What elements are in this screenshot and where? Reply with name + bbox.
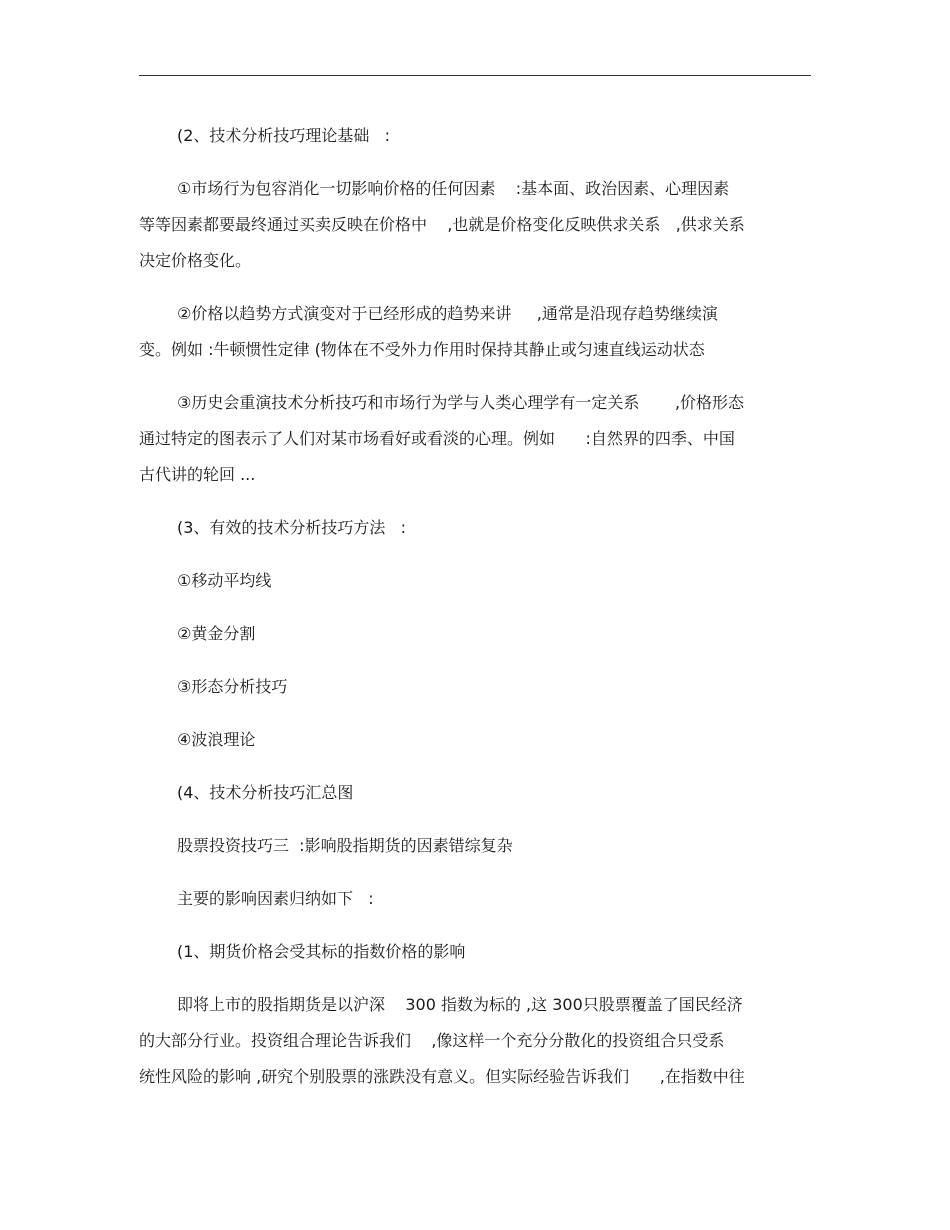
text-line: (3、有效的技术分析技巧方法 : (177, 518, 407, 537)
text-line: 即将上市的股指期货是以沪深 300 指数为标的 ,这 300只股票覆盖了国民经济 (177, 995, 743, 1014)
text-line: 等等因素都要最终通过买卖反映在价格中 ,也就是价格变化反映供求关系 ,供求关系 (139, 215, 745, 234)
text-line: ③历史会重演技术分析技巧和市场行为学与人类心理学有一定关系 ,价格形态 (177, 393, 745, 412)
document-body (139, 118, 811, 1095)
text-line: ③形态分析技巧 (177, 677, 288, 696)
text-line: 通过特定的图表示了人们对某市场看好或看淡的心理。例如 :自然界的四季、中国 (139, 429, 735, 448)
header-rule (139, 75, 811, 76)
text-line: ④波浪理论 (177, 730, 256, 749)
text-line: ②价格以趋势方式演变对于已经形成的趋势来讲 ,通常是沿现存趋势继续演 (177, 304, 718, 323)
text-line: ②黄金分割 (177, 624, 256, 643)
text-line: 股票投资技巧三 :影响股指期货的因素错综复杂 (177, 836, 513, 855)
text-line: 统性风险的影响 ,研究个别股票的涨跌没有意义。但实际经验告诉我们 ,在指数中往 (139, 1067, 745, 1086)
text-line: (2、技术分析技巧理论基础 : (177, 126, 391, 145)
text-line: 的大部分行业。投资组合理论告诉我们 ,像这样一个充分分散化的投资组合只受系 (139, 1031, 725, 1050)
text-line: (4、技术分析技巧汇总图 (177, 783, 354, 802)
text-line: 决定价格变化。 (139, 251, 252, 270)
text-line: 古代讲的轮回 ... (139, 465, 256, 484)
text-line: ①市场行为包容消化一切影响价格的任何因素 :基本面、政治因素、心理因素 (177, 179, 730, 198)
text-line: 主要的影响因素归纳如下 : (177, 889, 374, 908)
text-line: (1、期货价格会受其标的指数价格的影响 (177, 942, 466, 961)
text-line: ①移动平均线 (177, 571, 272, 590)
text-line: 变。例如 :牛顿惯性定律 (物体在不受外力作用时保持其静止或匀速直线运动状态 (139, 340, 705, 359)
